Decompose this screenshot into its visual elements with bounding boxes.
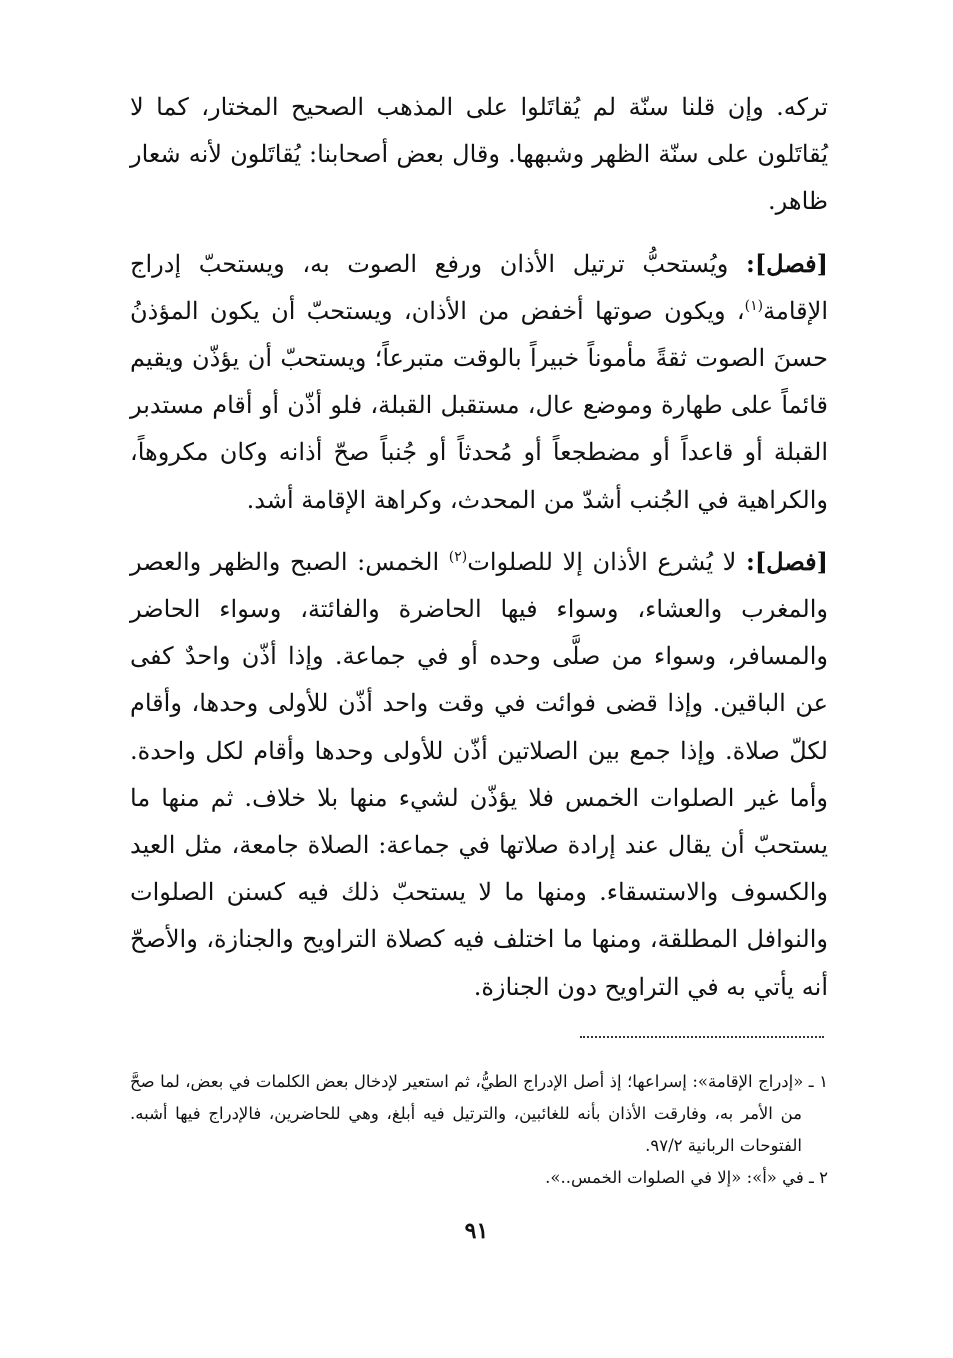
page-number: ٩١ xyxy=(464,1218,489,1244)
footnote-separator xyxy=(580,1036,824,1038)
main-text xyxy=(130,84,828,1011)
footnote-ref-2[interactable]: (٢) xyxy=(448,548,468,565)
footnote-ref-1[interactable]: (١) xyxy=(744,297,764,314)
footnote-2: ٢ ـ في «أ»: «إلا في الصلوات الخمس..». xyxy=(545,1168,828,1187)
footnote-1: ١ ـ «إدراج الإقامة»: إسراعها؛ إذ أصل الإدراج الطيُّ، ثم استعير لإدخال بعض الكلمات في بعض، لما صحَّ من الأمر به، وفارقت الأذان بأنه للغائبين، والترتيل فيه أبلغ، وهي للحاضرين، فالإدراج فيها أشبه. الفتوحات الربانية ٩٧/٢. xyxy=(130,1072,828,1155)
paragraph-3 xyxy=(130,538,828,1011)
footnotes xyxy=(130,1066,828,1194)
section-label: [فصل]: xyxy=(745,248,828,278)
paragraph-1-text: تركه. وإن قلنا سنّة لم يُقاتَلوا على المذهب الصحيح المختار، كما لا يُقاتَلون على سنّة الظهر وشبهها. وقال بعض أصحابنا: يُقاتَلون لأنه شعار ظاهر. xyxy=(130,93,828,216)
paragraph-2-text-start: ويُستحبُّ ترتيل الأذان ورفع الصوت به، ويستحبّ إدراج الإقامة xyxy=(130,249,828,325)
paragraph-2-text-end: ، ويكون صوتها أخفض من الأذان، ويستحبّ أن يكون المؤذنُ حسنَ الصوت ثقةً مأموناً خبيراً بالوقت متبرعاً؛ ويستحبّ أن يؤذّن ويقيم قائماً على طهارة وموضع عال، مستقبل القبلة، فلو أذّن أو أقام مستدبر القبلة أو قاعداً أو مضطجعاً أو مُحدثاً أو جُنباً صحّ أذانه وكان مكروهاً، والكراهية في الجُنب أشدّ من المحدث، وكراهة الإقامة أشد. xyxy=(130,296,828,514)
paragraph-3-text-start: لا يُشرع الأذان إلا للصلوات xyxy=(467,547,746,576)
paragraph-2 xyxy=(130,240,828,524)
paragraph-1 xyxy=(130,84,828,226)
paragraph-3-text-end: الخمس: الصبح والظهر والعصر والمغرب والعشاء، وسواء فيها الحاضرة والفائتة، وسواء الحاضر والمسافر، وسواء من صلَّى وحده أو في جماعة. وإذا أذّن واحدٌ كفى عن الباقين. وإذا قضى فوائت في وقت واحد أذّن للأولى وحدها، وأقام لكلّ صلاة. وإذا جمع بين الصلاتين أذّن للأولى وحدها وأقام لكل واحدة. وأما غير الصلوات الخمس فلا يؤذّن لشيء منها بلا خلاف. ثم منها ما يستحبّ أن يقال عند إرادة صلاتها في جماعة: الصلاة جامعة، مثل العيد والكسوف والاستسقاء. ومنها ما لا يستحبّ ذلك فيه كسنن الصلوات والنوافل المطلقة، ومنها ما اختلف فيه كصلاة التراويح والجنازة، والأصحّ أنه يأتي به في التراويح دون الجنازة. xyxy=(130,547,829,1001)
section-label: [فصل]: xyxy=(745,546,828,576)
